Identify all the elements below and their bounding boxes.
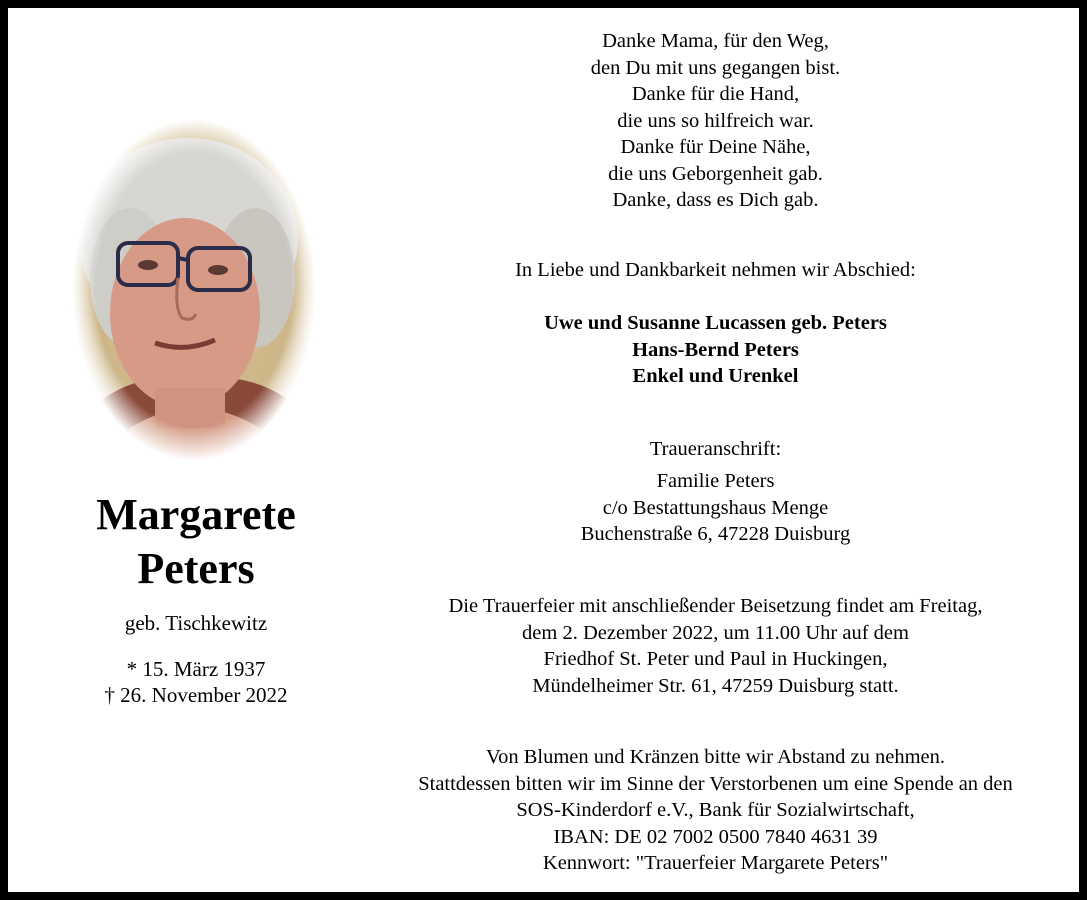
obituary-card [8,8,1079,892]
birth-date: * 15. März 1937 [126,657,266,681]
last-name: Peters [137,544,255,593]
family-line: Hans-Bernd Peters [632,338,799,361]
poem-line: Danke für die Hand, [631,83,800,105]
poem-line: Danke für Deine Nähe, [620,136,811,158]
donation-line: SOS-Kinderdorf e.V., Bank für Sozialwirtschaft, [516,799,915,821]
ceremony-line: Mündelheimer Str. 61, 47259 Duisburg statt. [532,674,899,697]
poem-line: Danke Mama, für den Weg, [602,30,829,52]
address-line: Buchenstraße 6, 47228 Duisburg [580,523,851,545]
family-line: Uwe und Susanne Lucassen geb. Peters [544,312,887,334]
deceased-name [8,488,384,596]
poem-line: die uns Geborgenheit gab. [608,162,823,185]
poem [368,28,1063,214]
portrait-photo [70,118,318,463]
ceremony-line: Die Trauerfeier mit anschließender Beisetzung findet am Freitag, [448,595,983,617]
poem-line: den Du mit uns gegangen bist. [590,56,841,79]
donation-line: Von Blumen und Kränzen bitte wir Abstand zu nehmen. [485,746,946,768]
life-dates [8,656,384,708]
address-label: Traueranschrift: [649,438,782,460]
ceremony-line: Friedhof St. Peter und Paul in Huckingen, [543,648,888,670]
poem-line: Danke, dass es Dich gab. [612,189,819,211]
birth-name: geb. Tischkewitz [124,611,268,635]
donation-line: Kennwort: "Trauerfeier Margarete Peters" [542,852,889,874]
poem-line: die uns so hilfreich war. [617,109,814,132]
portrait-image [70,118,318,463]
donation-line: IBAN: DE 02 7002 0500 7840 4631 39 [553,825,878,848]
first-name: Margarete [96,490,296,539]
donation-line: Stattdessen bitten wir im Sinne der Verstorbenen um eine Spende an den [418,772,1013,795]
family-line: Enkel und Urenkel [632,365,799,387]
ceremony-info [368,593,1063,699]
address-line: c/o Bestattungshaus Menge [602,496,829,519]
farewell-intro: In Liebe und Dankbarkeit nehmen wir Abschied: [515,259,916,281]
mourning-address [368,468,1063,548]
family-names [368,310,1063,390]
death-date: † 26. November 2022 [104,683,288,707]
donation-info [368,744,1063,877]
address-line: Familie Peters [656,470,775,492]
ceremony-line: dem 2. Dezember 2022, um 11.00 Uhr auf dem [522,621,909,644]
